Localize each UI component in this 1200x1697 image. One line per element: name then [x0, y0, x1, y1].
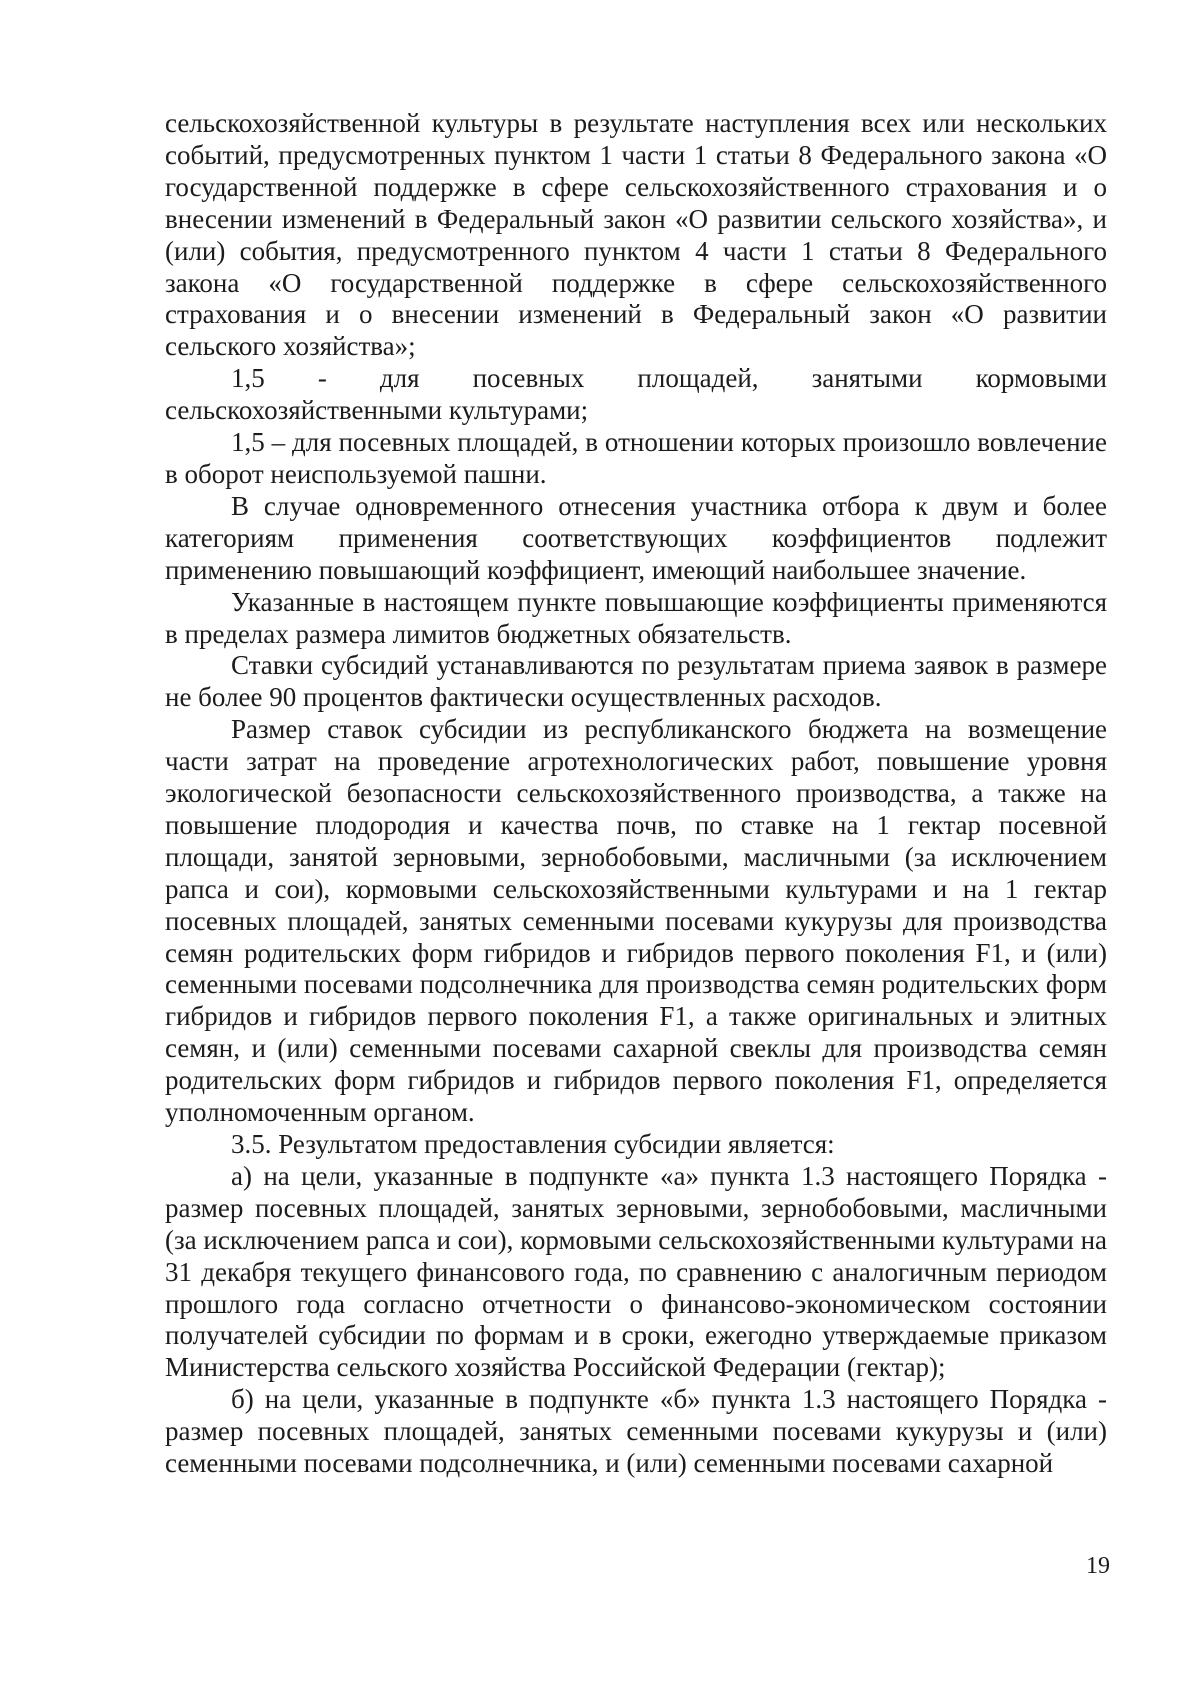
- paragraph-budget-limits: Указанные в настоящем пункте повышающие коэффициенты применяются в пределах размера лимитов бюджетных обязательств.: [165, 586, 1107, 649]
- document-body: [165, 108, 1107, 1480]
- paragraph-subsidy-rates: Ставки субсидий устанавливаются по результатам приема заявок в размере не более 90 процентов фактически осуществленных расходов.: [165, 650, 1107, 713]
- paragraph-section-3-5: 3.5. Результатом предоставления субсидии является:: [231, 1129, 835, 1159]
- paragraph-multiple-categories: В случае одновременного отнесения участника отбора к двум и более категориям применения соответствующих коэффициентов подлежит применению повышающий коэффициент, имеющий наибольшее значение.: [165, 490, 1107, 585]
- paragraph-item-b: б) на цели, указанные в подпункте «б» пункта 1.3 настоящего Порядка - размер посевных площадей, занятых семенными посевами кукурузы и (или) семенными посевами подсолнечника, и (или) семенными посевами сахарной: [165, 1384, 1107, 1479]
- page-number: 19: [1086, 1553, 1110, 1579]
- paragraph-rate-size: Размер ставок субсидии из республиканского бюджета на возмещение части затрат на проведение агротехнологических работ, повышение уровня экологической безопасности сельскохозяйственного производства, а также на повышение плодородия и качества почв, по ставке на 1 гектар посевной площади, занятой зерновыми, зернобобовыми, масличными (за исключением рапса и сои), кормовыми сельскохозяйственными культурами и на 1 гектар посевных площадей, занятых семенными посевами кукурузы для производства семян родительских форм гибридов и гибридов первого поколения F1, и (или) семенными посевами подсолнечника для производства семян родительских форм гибридов и гибридов первого поколения F1, а также оригинальных и элитных семян, и (или) семенными посевами сахарной свеклы для производства семян родительских форм гибридов и гибридов первого поколения F1, определяется уполномоченным органом.: [165, 714, 1107, 1128]
- paragraph-continuation: сельскохозяйственной культуры в результате наступления всех или нескольких событий, предусмотренных пунктом 1 части 1 статьи 8 Федерального закона «О государственной поддержке в сфере сельскохозяйственного страхования и о внесении изменений в Федеральный закон «О развитии сельского хозяйства», и (или) события, предусмотренного пунктом 4 части 1 статьи 8 Федерального закона «О государственной поддержке в сфере сельскохозяйственного страхования и о внесении изменений в Федеральный закон «О развитии сельского хозяйства»;: [165, 108, 1107, 362]
- paragraph-coefficient-forage: 1,5 - для посевных площадей, занятыми кормовыми сельскохозяйственными культурами;: [165, 363, 1107, 426]
- paragraph-coefficient-unused-land: 1,5 – для посевных площадей, в отношении которых произошло вовлечение в оборот неиспользуемой пашни.: [165, 427, 1107, 489]
- paragraph-item-a: а) на цели, указанные в подпункте «а» пункта 1.3 настоящего Порядка - размер посевных площадей, занятых зерновыми, зернобобовыми, масличными (за исключением рапса и сои), кормовыми сельскохозяйственными культурами на 31 декабря текущего финансового года, по сравнению с аналогичным периодом прошлого года согласно отчетности о финансово-экономическом состоянии получателей субсидии по формам и в сроки, ежегодно утверждаемые приказом Министерства сельского хозяйства Российской Федерации (гектар);: [165, 1160, 1107, 1383]
